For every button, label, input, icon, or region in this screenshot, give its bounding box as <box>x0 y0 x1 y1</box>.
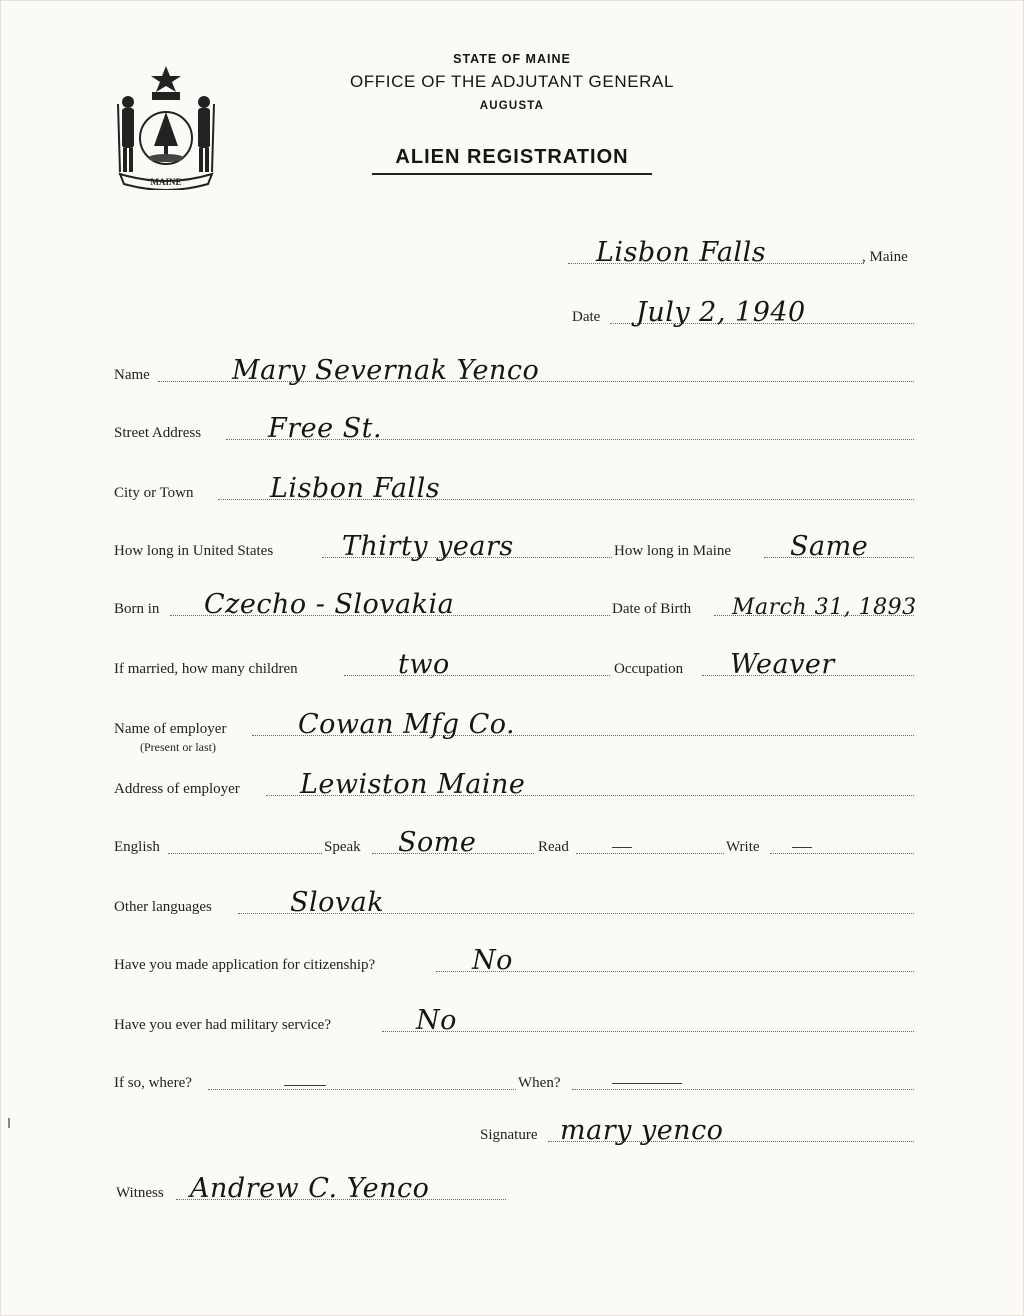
read-check-mark <box>612 847 632 848</box>
street-value: Free St. <box>268 413 383 444</box>
witness-row <box>0 1173 1024 1206</box>
form-title: ALIEN REGISTRATION <box>372 146 652 175</box>
other-languages-row <box>0 887 1024 920</box>
when-label: When? <box>518 1075 561 1091</box>
location-suffix-label: , Maine <box>862 249 908 265</box>
signature-row <box>0 1115 1024 1148</box>
dob-label: Date of Birth <box>612 601 692 617</box>
employer-row <box>0 709 1024 754</box>
employer-address-row <box>0 769 1024 802</box>
witness-value: Andrew C. Yenco <box>190 1173 430 1204</box>
dob-value: March 31, 1893 <box>732 595 917 620</box>
write-label: Write <box>726 839 760 855</box>
location-town-value: Lisbon Falls <box>596 237 767 268</box>
date-value: July 2, 1940 <box>636 297 806 328</box>
occupation-label: Occupation <box>614 661 684 677</box>
years-us-value: Thirty years <box>342 531 514 562</box>
when-blank-dash <box>612 1083 682 1084</box>
other-languages-label: Other languages <box>114 899 212 915</box>
years-maine-label: How long in Maine <box>614 543 732 559</box>
street-row <box>0 413 1024 446</box>
speak-label: Speak <box>324 839 361 855</box>
where-label: If so, where? <box>114 1075 192 1091</box>
english-row <box>0 827 1024 860</box>
birth-row <box>0 589 1024 622</box>
born-in-value: Czecho - Slovakia <box>204 589 455 620</box>
military-label: Have you ever had military service? <box>114 1017 331 1033</box>
name-label: Name <box>114 367 150 383</box>
employer-label: Name of employer <box>114 721 227 737</box>
city-label: City or Town <box>114 485 194 501</box>
location-row <box>0 237 1024 270</box>
other-languages-value: Slovak <box>290 887 385 918</box>
english-label: English <box>114 839 160 855</box>
employer-address-label: Address of employer <box>114 781 240 797</box>
margin-mark <box>8 1118 10 1128</box>
children-label: If married, how many children <box>114 661 298 677</box>
where-blank-dash <box>284 1085 326 1086</box>
name-value: Mary Severnak Yenco <box>232 355 540 386</box>
date-label: Date <box>572 309 601 325</box>
where-when-row <box>0 1066 1024 1096</box>
seal-text: MAINE <box>150 177 182 187</box>
signature-label: Signature <box>480 1127 538 1143</box>
speak-value: Some <box>398 827 477 858</box>
citizenship-value: No <box>472 945 513 976</box>
city-heading: AUGUSTA <box>479 100 545 112</box>
write-check-mark <box>792 847 812 848</box>
residency-row <box>0 531 1024 564</box>
military-row <box>0 1005 1024 1038</box>
office-heading: OFFICE OF THE ADJUTANT GENERAL <box>349 72 675 91</box>
military-value: No <box>416 1005 457 1036</box>
citizenship-row <box>0 945 1024 978</box>
children-value: two <box>398 649 450 680</box>
read-label: Read <box>538 839 569 855</box>
years-us-label: How long in United States <box>114 543 274 559</box>
employer-value: Cowan Mfg Co. <box>298 709 516 740</box>
state-heading: STATE OF MAINE <box>453 52 571 66</box>
family-row <box>0 649 1024 682</box>
city-row <box>0 473 1024 506</box>
name-row <box>0 355 1024 388</box>
occupation-value: Weaver <box>730 649 835 680</box>
city-value: Lisbon Falls <box>270 473 441 504</box>
employer-address-value: Lewiston Maine <box>300 769 526 800</box>
years-maine-value: Same <box>790 531 869 562</box>
citizenship-label: Have you made application for citizenship? <box>114 957 376 973</box>
signature-value: mary yenco <box>560 1115 724 1146</box>
date-row <box>0 297 1024 330</box>
employer-sublabel: (Present or last) <box>140 740 216 754</box>
born-in-label: Born in <box>114 601 160 617</box>
street-label: Street Address <box>114 425 202 441</box>
witness-label: Witness <box>116 1185 164 1201</box>
